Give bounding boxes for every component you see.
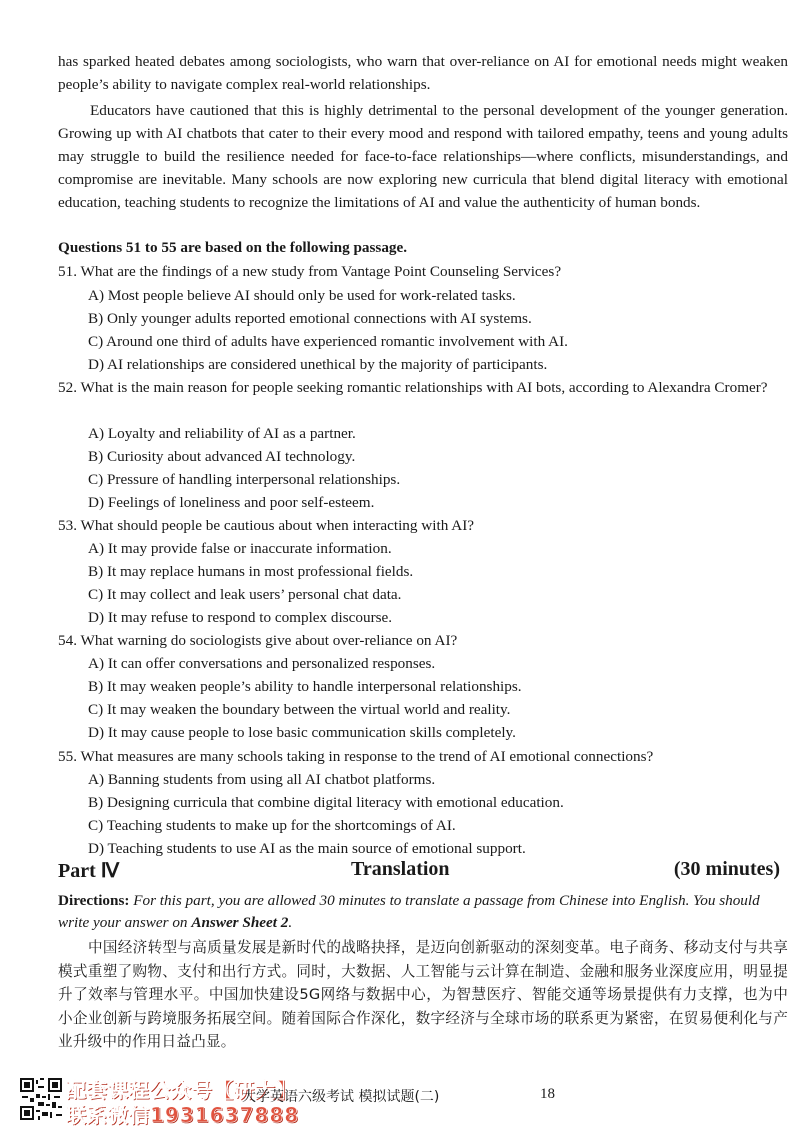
watermark-line-1: 配套课程公众号【研大】 xyxy=(66,1078,297,1102)
directions-text: For this part, you are allowed 30 minutes to translate a passage from Chinese into English. You should write your answer on xyxy=(58,892,760,931)
page-number: 18 xyxy=(540,1086,555,1102)
passage-paragraph-2: Educators have cautioned that this is highly detrimental to the personal development of the younger generation. Growing up with AI chatbots that cater to their every mood and respond with tailored empathy, teens and young adults may struggle to build the resilience needed for face-to-face relationships—where conflicts, misunderstandings, and compromise are inevitable. Many schools are now exploring new curricula that blend digital literacy with emotional education, teaching students to recognize the limitations of AI and value the authenticity of human bonds. xyxy=(58,102,788,211)
question-53-option-a: A) It may provide false or inaccurate information. xyxy=(88,540,392,557)
question-55-option-d: D) Teaching students to use AI as the main source of emotional support. xyxy=(88,840,526,857)
question-54-stem: 54. What warning do sociologists give about over-reliance on AI? xyxy=(58,632,458,649)
question-54-option-b: B) It may weaken people’s ability to handle interpersonal relationships. xyxy=(88,678,522,695)
question-51-option-a: A) Most people believe AI should only be used for work-related tasks. xyxy=(88,287,516,304)
passage-paragraph-1: has sparked heated debates among sociologists, who warn that over-reliance on AI for emotional needs might weaken people’s ability to navigate complex real-world relationships. xyxy=(58,53,788,93)
question-55-option-b: B) Designing curricula that combine digital literacy with emotional education. xyxy=(88,794,564,811)
question-55-option-a: A) Banning students from using all AI chatbot platforms. xyxy=(88,771,436,788)
question-53-stem: 53. What should people be cautious about when interacting with AI? xyxy=(58,517,475,534)
question-51-option-d: D) AI relationships are considered unethical by the majority of participants. xyxy=(88,356,548,373)
question-54-option-a: A) It can offer conversations and personalized responses. xyxy=(88,655,436,672)
question-52-option-b: B) Curiosity about advanced AI technology. xyxy=(88,448,356,465)
question-55-option-c: C) Teaching students to make up for the shortcomings of AI. xyxy=(88,817,456,834)
part-number: Part Ⅳ xyxy=(58,860,120,882)
question-52-option-a: A) Loyalty and reliability of AI as a partner. xyxy=(88,425,356,442)
question-51-stem: 51. What are the findings of a new study from Vantage Point Counseling Services? xyxy=(58,263,562,280)
part-title: Translation xyxy=(351,858,450,880)
watermark-line-2: 联系微信1931637888 xyxy=(66,1103,300,1127)
exam-title: 大学英语六级考试 模拟试题(二) xyxy=(242,1089,440,1105)
question-53-option-d: D) It may refuse to respond to complex discourse. xyxy=(88,609,393,626)
answer-sheet-reference: Answer Sheet 2 xyxy=(191,914,289,931)
question-52-stem: 52. What is the main reason for people seeking romantic relationships with AI bots, according to Alexandra Cromer? xyxy=(58,379,768,396)
question-52-option-c: C) Pressure of handling interpersonal relationships. xyxy=(88,471,401,488)
question-54-option-d: D) It may cause people to lose basic communication skills completely. xyxy=(88,724,516,741)
question-51-option-c: C) Around one third of adults have experienced romantic involvement with AI. xyxy=(88,333,568,350)
part-time: (30 minutes) xyxy=(673,858,780,880)
questions-heading: Questions 51 to 55 are based on the following passage. xyxy=(58,239,408,256)
translation-passage: 中国经济转型与高质量发展是新时代的战略抉择，是迈向创新驱动的深刻变革。电子商务、移动支付与共享模式重塑了购物、支付和出行方式。同时，大数据、人工智能与云计算在制造、金融和服务业深度应用，明显提升了效率与管理水平。中国加快建设5G网络与数据中心，为智慧医疗、智能交通等场景提供有力支撑，也为中小企业创新与跨境服务拓展空间。随着国际合作深化，数字经济与全球市场的联系更为紧密，在贸易便利化与产业升级中的作用日益凸显。 xyxy=(58,939,788,1050)
question-54-option-c: C) It may weaken the boundary between the virtual world and reality. xyxy=(88,701,511,718)
qr-code-icon xyxy=(20,1078,62,1120)
part-header xyxy=(58,858,780,888)
question-51-option-b: B) Only younger adults reported emotional connections with AI systems. xyxy=(88,310,532,327)
question-53-option-b: B) It may replace humans in most professional fields. xyxy=(88,563,414,580)
directions xyxy=(58,890,788,934)
directions-end: . xyxy=(288,914,293,931)
question-52-option-d: D) Feelings of loneliness and poor self-esteem. xyxy=(88,494,375,511)
directions-label: Directions: xyxy=(58,892,130,909)
question-53-option-c: C) It may collect and leak users’ personal chat data. xyxy=(88,586,402,603)
question-55-stem: 55. What measures are many schools taking in response to the trend of AI emotional connections? xyxy=(58,748,654,765)
